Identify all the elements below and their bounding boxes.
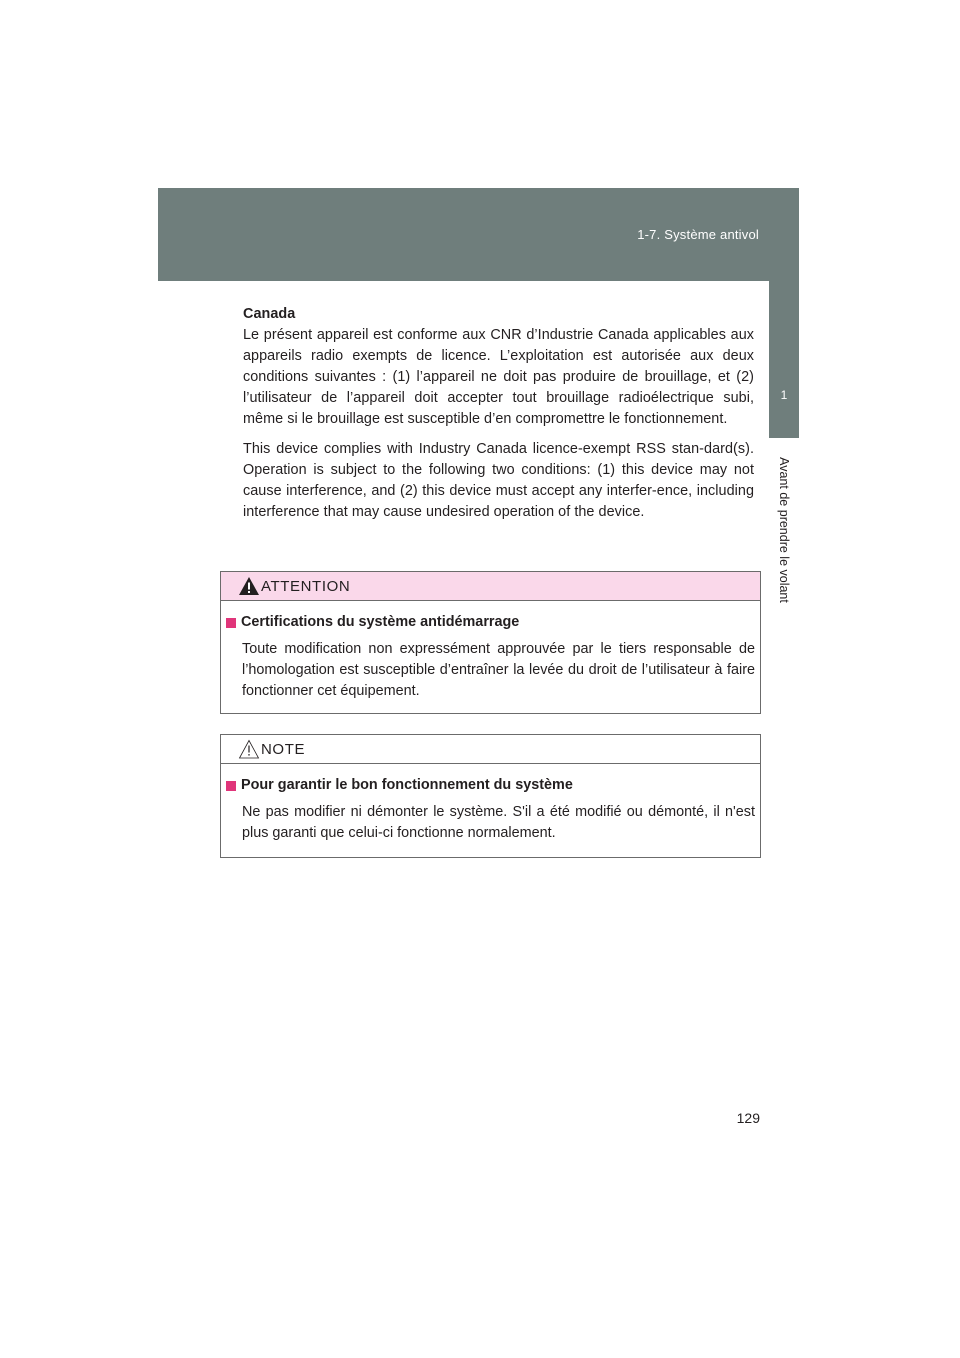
attention-body	[221, 601, 760, 702]
chapter-label: Avant de prendre le volant	[777, 457, 791, 603]
chapter-tab	[769, 188, 799, 438]
attention-item-heading	[226, 612, 755, 633]
bullet-square-icon	[226, 618, 236, 628]
note-header	[221, 735, 760, 764]
english-compliance-text: This device complies with Industry Canada licence-exempt RSS stan-dard(s). Operation is subject to the following two conditions: (1) this device may not cause interference, and (2) this device must accept any interfer-ence, including interference that may cause undesired operation of the device.	[243, 441, 754, 520]
attention-title: ATTENTION	[261, 578, 351, 595]
note-item-heading-text: Pour garantir le bon fonctionnement du système	[241, 777, 573, 793]
note-item-text: Ne pas modifier ni démonter le système. S'il a été modifié ou démonté, il n'est plus garanti que celui-ci fonctionne normalement.	[242, 804, 755, 841]
attention-box	[220, 571, 761, 714]
attention-item-text: Toute modification non expressément approuvée par le tiers responsable de l’homologation est susceptible d’entraîner la levée du droit de l’utilisateur à faire fonctionner cet équipement.	[242, 641, 755, 699]
note-item-heading	[226, 775, 755, 796]
page-number: 129	[736, 1110, 760, 1126]
warning-triangle-filled-icon	[238, 576, 260, 596]
chapter-number: 1	[780, 388, 788, 402]
note-body	[221, 764, 760, 844]
header-band	[158, 188, 799, 281]
main-text	[243, 304, 754, 532]
warning-triangle-outline-icon	[238, 739, 260, 759]
attention-item-heading-text: Certifications du système antidémarrage	[241, 614, 520, 630]
bullet-square-icon	[226, 781, 236, 791]
canada-heading: Canada	[243, 306, 296, 322]
section-title: 1-7. Système antivol	[637, 227, 759, 242]
french-compliance-text: Le présent appareil est conforme aux CNR d’Industrie Canada applicables aux appareils radio exempts de licence. L’exploitation est autorisée aux deux conditions suivantes : (1) l’appareil ne doit pas produire de brouillage, et (2) l’utilisateur de l’appareil doit accepter tout brouillage radioélectrique subi, même si le brouillage est susceptible d’en compromettre le fonctionnement.	[243, 327, 754, 427]
attention-header	[221, 572, 760, 601]
note-title: NOTE	[261, 741, 306, 758]
canada-paragraph	[243, 304, 754, 430]
note-box	[220, 734, 761, 858]
